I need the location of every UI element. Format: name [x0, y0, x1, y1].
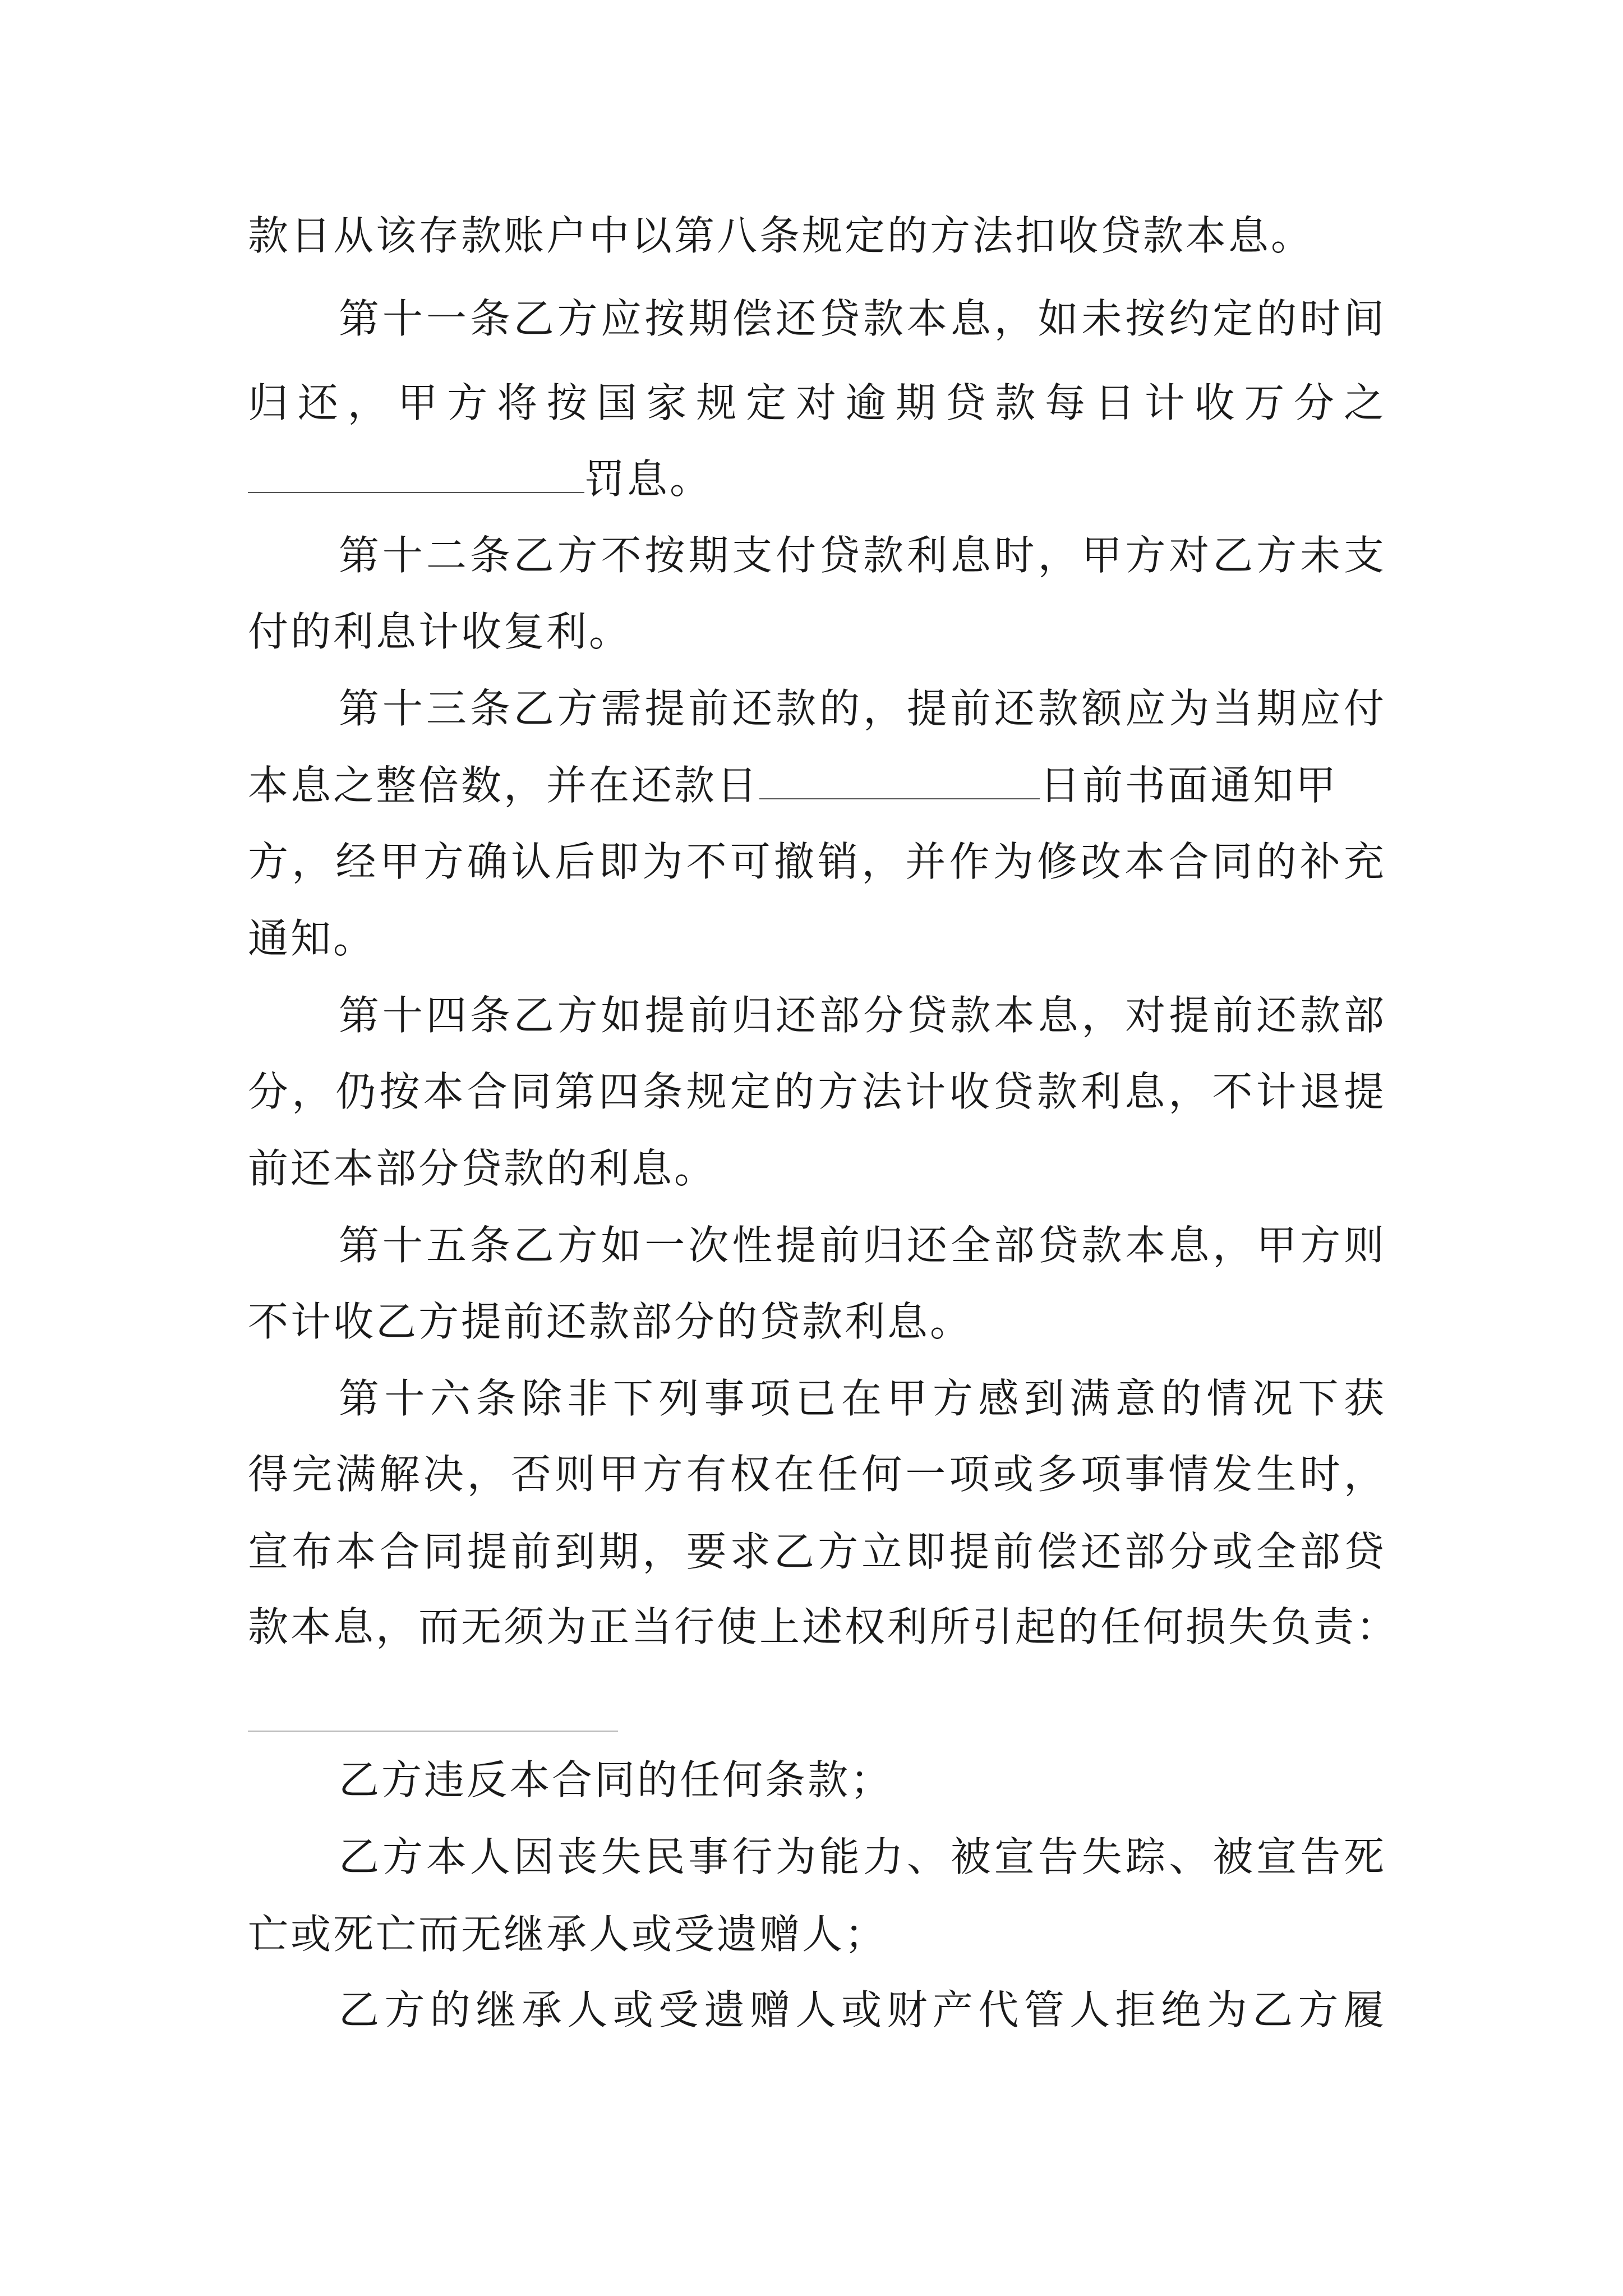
list-item-1: 乙方违反本合同的任何条款；	[339, 1756, 893, 1803]
article-16-line-3: 宣布本合同提前到期，要求乙方立即提前偿还部分或全部贷	[248, 1528, 1386, 1575]
notice-days-blank[interactable]	[759, 765, 1040, 799]
article-13-text-a: 本息之整倍数，并在还款日	[248, 762, 760, 809]
article-16-line-1: 第十六条除非下列事项已在甲方感到满意的情况下获	[339, 1375, 1386, 1422]
article-11-line-3	[248, 452, 1386, 506]
article-14-line-1: 第十四条乙方如提前归还部分贷款本息，对提前还款部	[339, 992, 1386, 1039]
paragraph-line: 款日从该存款账户中以第八条规定的方法扣收贷款本息。	[248, 212, 1314, 259]
article-12-line-1: 第十二条乙方不按期支付贷款利息时，甲方对乙方未支	[339, 532, 1386, 579]
article-16-line-2: 得完满解决，否则甲方有权在任何一项或多项事情发生时，	[248, 1451, 1386, 1498]
article-16-line-4: 款本息，而无须为正当行使上述权利所引起的任何损失负责：	[248, 1603, 1399, 1650]
article-13-line-3: 方，经甲方确认后即为不可撤销，并作为修改本合同的补充	[248, 838, 1386, 885]
article-11-line-2: 归还，甲方将按国家规定对逾期贷款每日计收万分之	[248, 379, 1386, 426]
list-item-2-line-1: 乙方本人因丧失民事行为能力、被宣告失踪、被宣告死	[339, 1833, 1386, 1880]
penalty-rate-blank[interactable]	[248, 458, 584, 493]
list-item-2-line-2: 亡或死亡而无继承人或受遗赠人；	[248, 1911, 888, 1958]
article-11-line-1: 第十一条乙方应按期偿还贷款本息，如未按约定的时间	[339, 295, 1386, 342]
article-13-line-4: 通知。	[248, 915, 376, 962]
footnote-separator	[248, 1731, 618, 1732]
article-15-line-2: 不计收乙方提前还款部分的贷款利息。	[248, 1298, 973, 1345]
article-13-line-2	[248, 758, 1386, 812]
article-13-text-b: 日前书面通知甲	[1040, 762, 1339, 809]
article-15-line-1: 第十五条乙方如一次性提前归还全部贷款本息，甲方则	[339, 1222, 1386, 1269]
list-item-3-line-1: 乙方的继承人或受遗赠人或财产代管人拒绝为乙方履	[339, 1986, 1386, 2033]
article-12-line-2: 付的利息计收复利。	[248, 608, 632, 655]
article-11-tail: 罚息。	[584, 455, 713, 503]
article-14-line-2: 分，仍按本合同第四条规定的方法计收贷款利息，不计退提	[248, 1068, 1386, 1115]
article-14-line-3: 前还本部分贷款的利息。	[248, 1145, 717, 1192]
article-13-line-1: 第十三条乙方需提前还款的，提前还款额应为当期应付	[339, 685, 1386, 732]
